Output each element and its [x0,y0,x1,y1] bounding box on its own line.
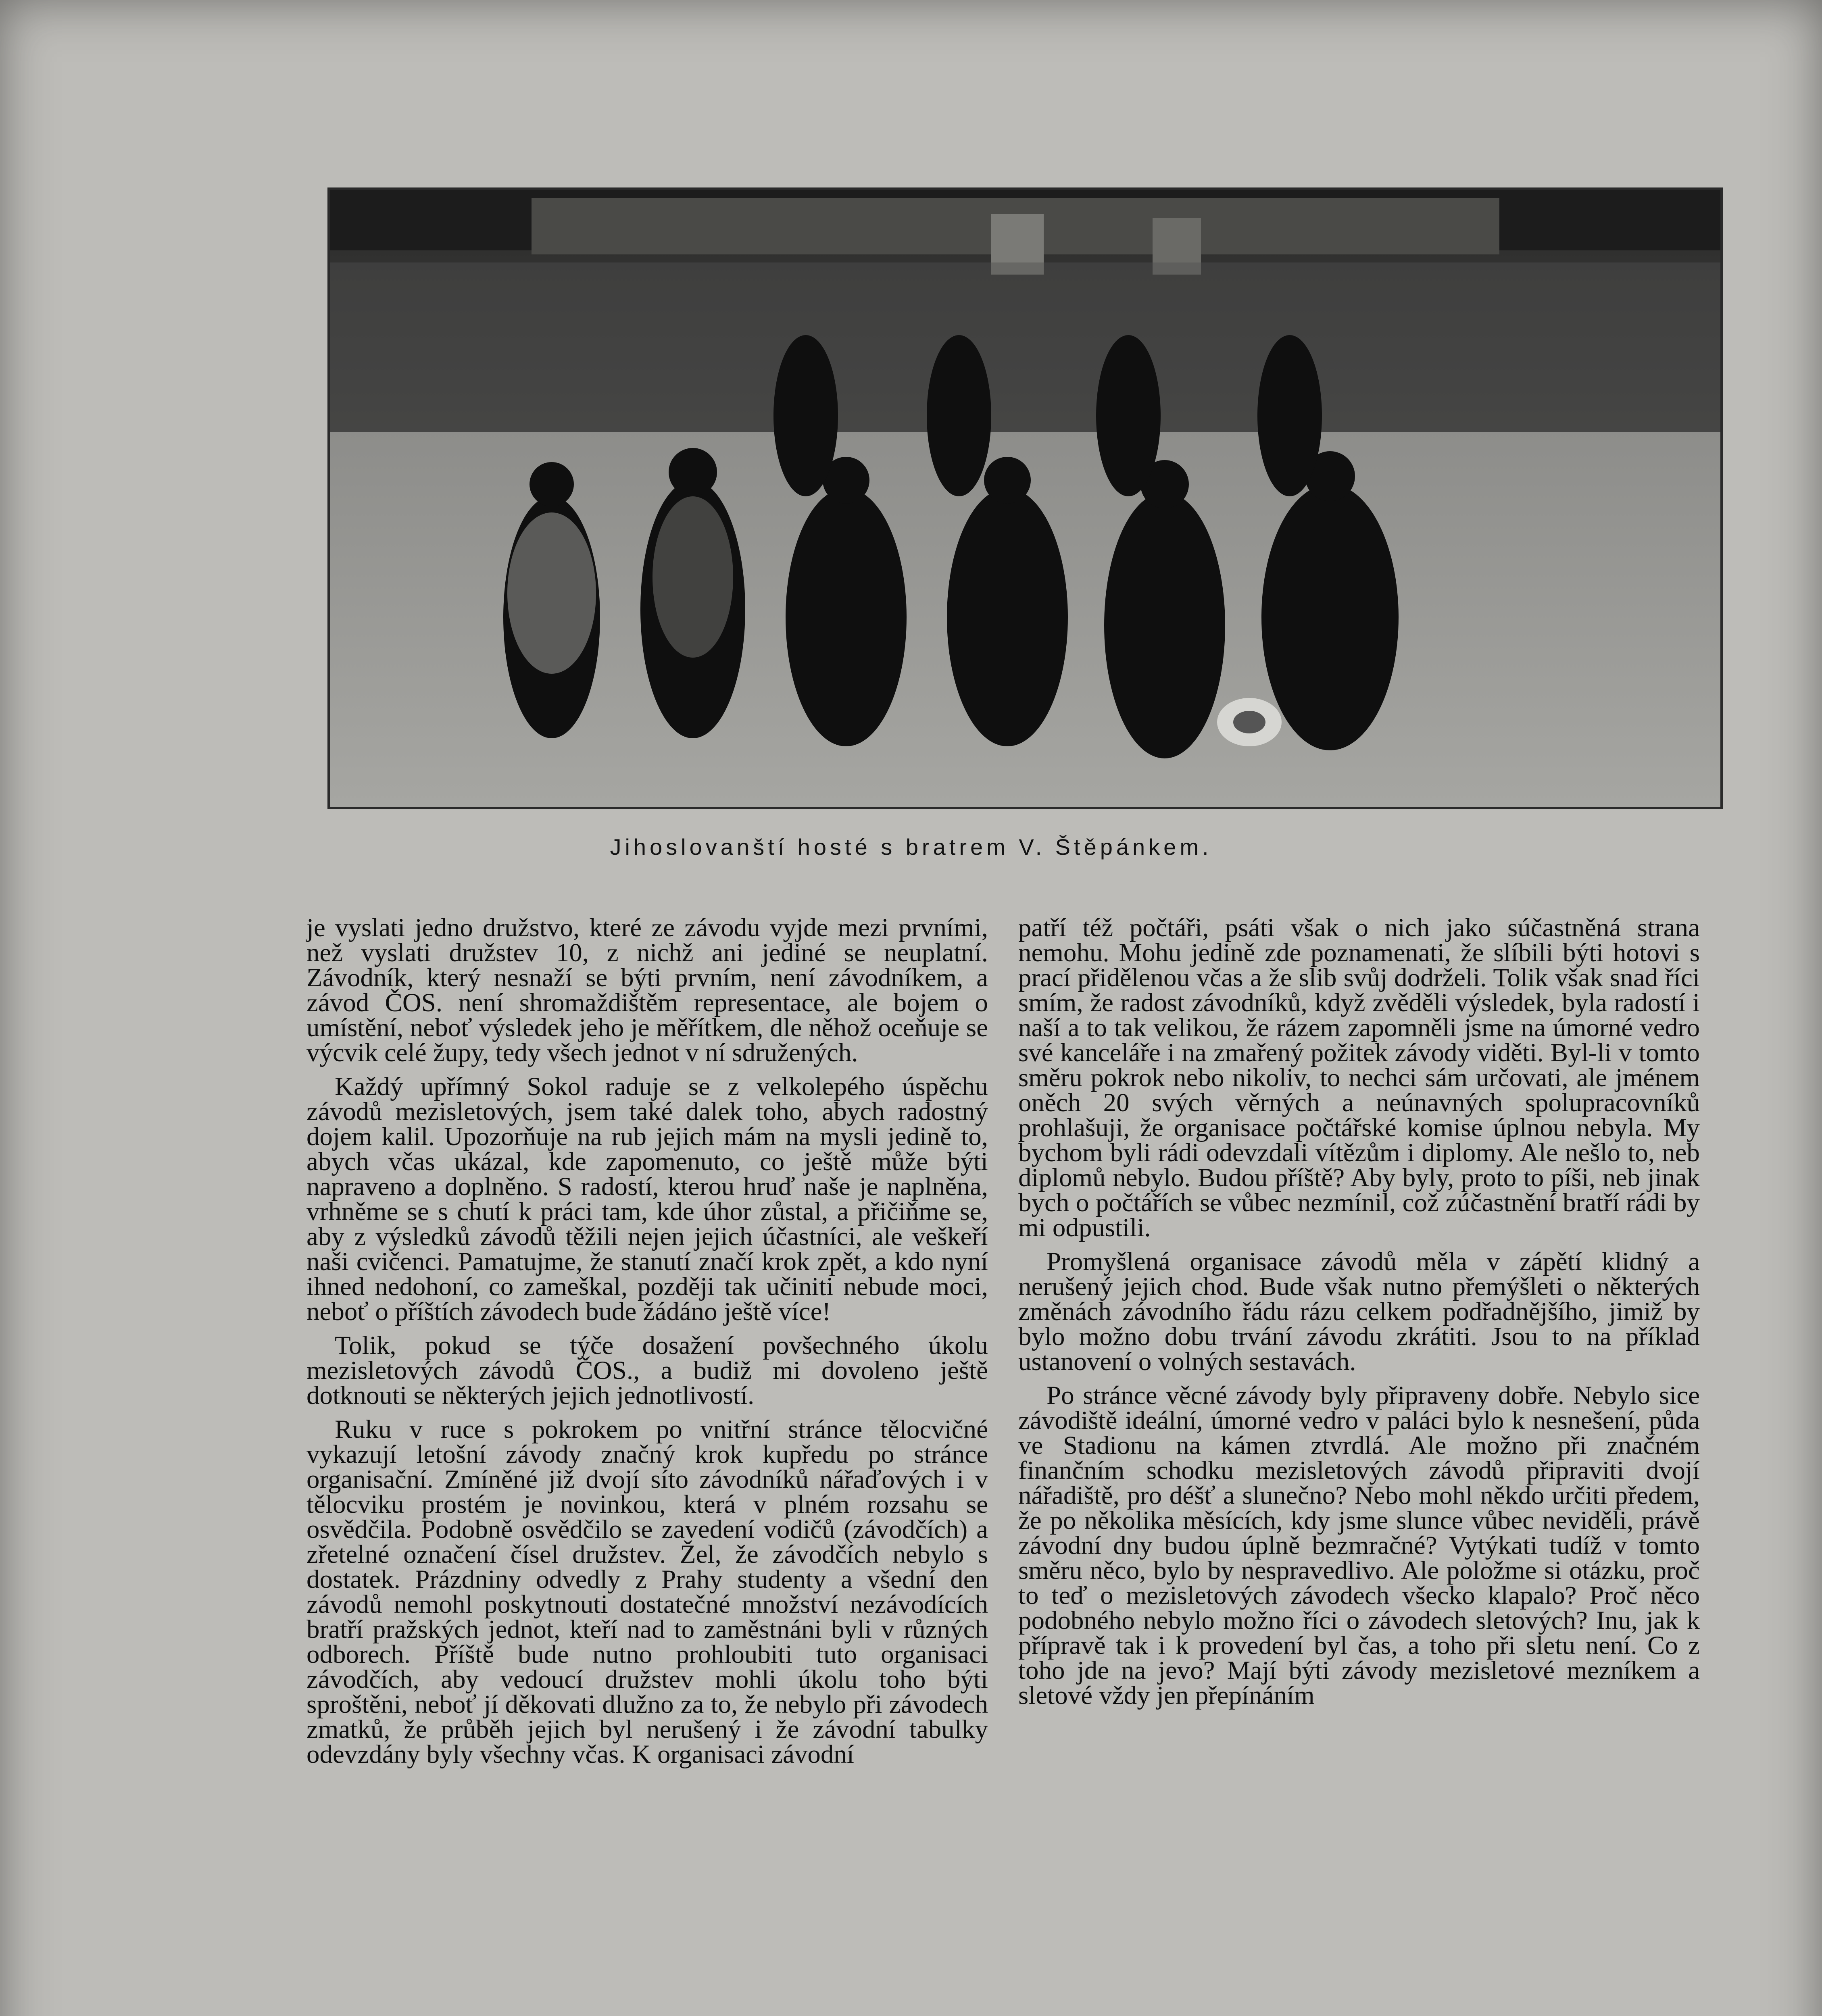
photo-caption: Jihoslovanští hosté s bratrem V. Štěpánkem. [610,834,1212,860]
paragraph: Promyšlená organisace závodů měla v zápětí klidný a nerušený jejich chod. Bude však nutno přemýšleti o některých změnách závodního řádu rázu celkem podřadnějšího, jimiž by bylo možno dobu trvání závodu zkrátiti. Jsou to na příklad ustanovení o volných sestavách. [1018,1247,1700,1376]
group-photo-icon [330,190,1720,807]
text-column-right [1018,915,1700,1717]
paragraph: Po stránce věcné závody byly připraveny dobře. Nebylo sice závodiště ideální, úmorné vedro v paláci bylo k nesnešení, půda ve Stadionu na kámen ztvrdlá. Ale možno při značném finančním schodku mezisletových závodů připraviti dvojí nářadiště, pro déšť a slunečno? Nebo mohl někdo určiti předem, že po několika měsících, kdy jsme slunce vůbec neviděli, právě závodní dny budou úplně bezmračné? Vytýkati tudíž v tomto směru něco, bylo by nespravedlivo. Ale položme si otázku, proč to teď o mezisletových závodech všecko klapalo? Proč něco podobného nebylo možno říci o závodech sletových? Inu, jak k přípravě tak i k provedení byl čas, a toho při sletu není. Co z toho jde na jevo? Mají býti závody mezisletové mezníkem a sletové vždy jen přepínáním [1018,1381,1700,1710]
paragraph: je vyslati jedno družstvo, které ze závodu vyjde mezi prvními, než vyslati družstev 10, z nichž ani jediné se neuplatní. Závodník, který nesnaží se býti prvním, není závodníkem, a závod ČOS. není shromaždištěm representace, ale bojem o umístění, neboť výsledek jeho je měřítkem, dle něhož oceňuje se výcvik celé župy, tedy všech jednot v ní sdružených. [306,913,988,1067]
paragraph: Tolik, pokud se týče dosažení povšechného úkolu mezisletových závodů ČOS., a budiž mi dovoleno ještě dotknouti se některých jejich jednotlivostí. [306,1331,988,1410]
paragraph: patří též počtáři, psáti však o nich jako súčastněná strana nemohu. Mohu jedině zde poznamenati, že slíbili býti hotovi s prací přidělenou včas a že slib svůj dodrželi. Tolik však snad říci smím, že radost závodníků, když zvěděli výsledek, byla radostí i naší a to tak velikou, že rázem zapomněli jsme na úmorné vedro své kanceláře i na zmařený požitek závody viděti. Byl-li v tomto směru pokrok nebo nikoliv, to nechci sám určovati, ale jménem oněch 20 svých věrných a neúnavných spolupracovníků prohlašuji, že organisace počtářské komise úplnou nebyla. My bychom byli rádi odevzdali vítězům i diplomy. Ale nešlo to, neb diplomů nebylo. Budou příště? Aby byly, proto to píši, neb jinak bych o počtářích se vůbec nezmínil, což zúčastnění bratří rádi by mi odpustili. [1018,913,1700,1242]
group-photo [327,187,1723,809]
text-column-left [306,915,988,1776]
paragraph: Každý upřímný Sokol raduje se z velkolepého úspěchu závodů mezisletových, jsem také dalek toho, abych radostný dojem kalil. Upozorňuje na rub jejich mám na mysli jedině to, abych včas ukázal, kde zapomenuto, co ještě může býti napraveno a doplněno. S radostí, kterou hruď naše je naplněna, vrhněme se s chutí k práci tam, kde úhor zůstal, a přičiňme se, aby z výsledků závodů těžili nejen jejich účastníci, ale veškeří naši cvičenci. Pamatujme, že stanutí značí krok zpět, a kdo nyní ihned nedohoní, co zameškal, později tak učiniti nebude moci, neboť o příštích závodech bude žádáno ještě více! [306,1072,988,1326]
paragraph: Ruku v ruce s pokrokem po vnitřní stránce tělocvičné vykazují letošní závody značný krok kupředu po stránce organisační. Zmíněné již dvojí síto závodníků nářaďových i v tělocviku prostém je novinkou, která v plném rozsahu se osvědčila. Podobně osvědčilo se zavedení vodičů (závodčích) a zřetelné označení čísel družstev. Žel, že závodčích nebylo s dostatek. Prázdniny odvedly z Prahy studenty a všední den závodů nemohl poskytnouti dostatečné množství nezávodících bratří pražských jednot, kteří nad to zaměstnáni byli v různých odborech. Příště bude nutno prohloubiti tuto organisaci závodčích, aby vedoucí družstev mohli úkolu toho býti sproštěni, neboť jí děkovati dlužno za to, že nebylo při závodech zmatků, že průběh jejich byl nerušený i že závodní tabulky odevzdány byly všechny včas. K organisaci závodní [306,1415,988,1769]
